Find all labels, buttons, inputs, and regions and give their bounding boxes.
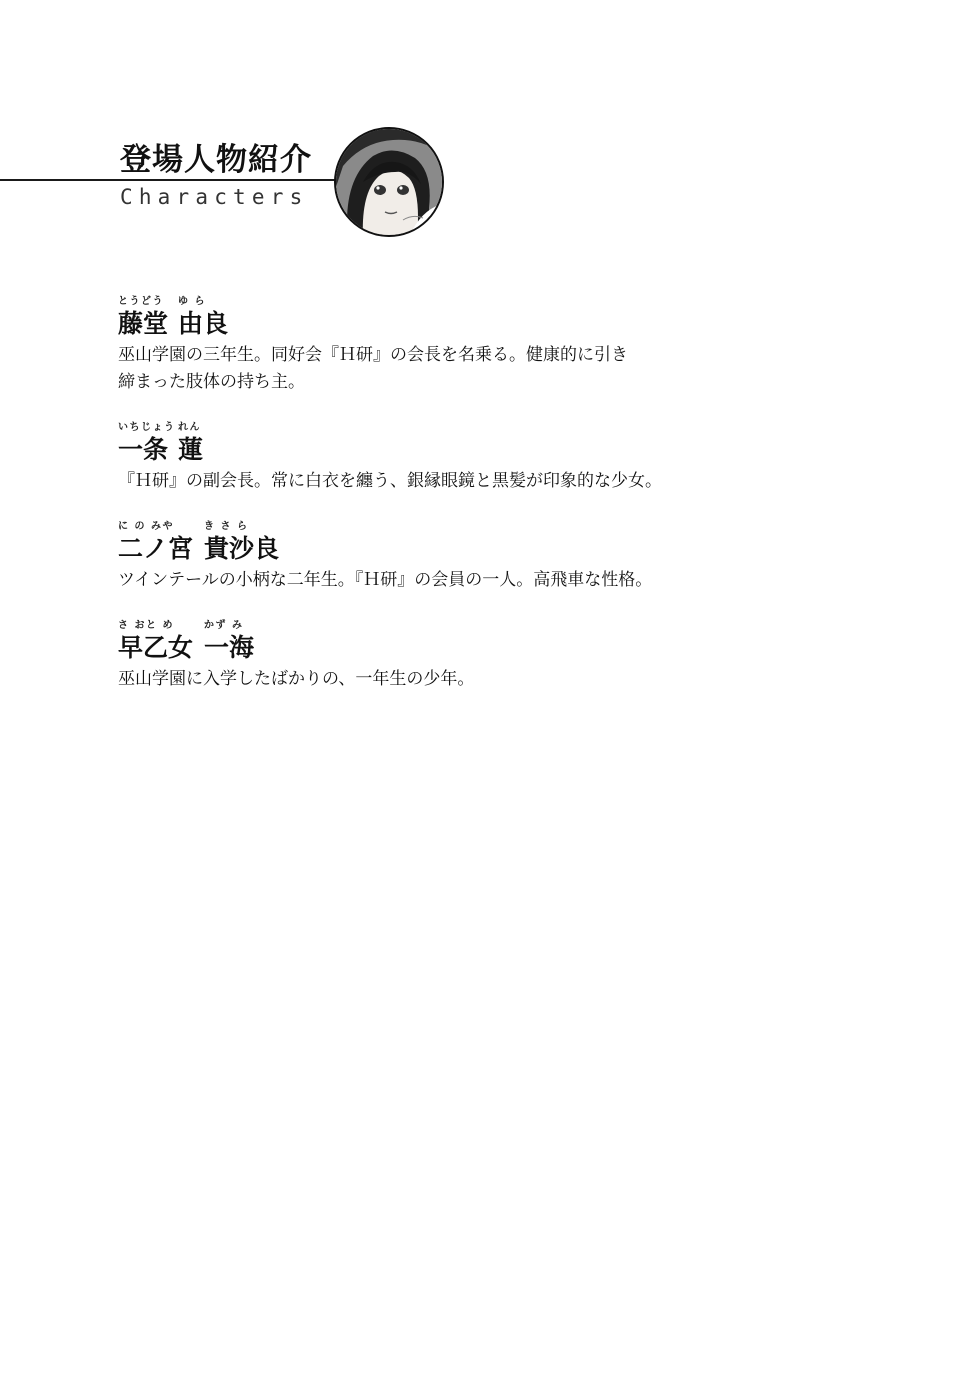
character-name xyxy=(118,296,738,342)
given-name: 貴沙良 xyxy=(204,534,280,563)
given-name-group xyxy=(204,521,279,565)
page-subtitle: Characters xyxy=(120,185,309,209)
character-entry xyxy=(118,620,738,693)
given-name-group xyxy=(204,620,254,664)
furigana: ゆ ら xyxy=(178,296,206,307)
furigana: とうどう xyxy=(118,296,164,307)
family-name-group xyxy=(118,521,193,565)
character-entry xyxy=(118,296,738,396)
family-name-group xyxy=(118,296,168,340)
character-list xyxy=(118,296,738,693)
character-portrait-icon xyxy=(333,126,445,238)
furigana: かず み xyxy=(204,620,244,631)
furigana: さ おと め xyxy=(118,620,174,631)
furigana: いちじょう xyxy=(118,422,176,433)
family-name: 二ノ宮 xyxy=(118,534,194,563)
character-name xyxy=(118,620,738,666)
character-name xyxy=(118,422,738,468)
header-rule xyxy=(0,179,345,181)
character-description: 巫山学園に入学したばかりの、一年生の少年。 xyxy=(118,669,475,689)
given-name-group xyxy=(178,296,228,340)
character-description: ツインテールの小柄な二年生。『Ｈ研』の会員の一人。高飛車な性格。 xyxy=(118,570,653,590)
character-description: 『Ｈ研』の副会長。常に白衣を纏う、銀縁眼鏡と黒髪が印象的な少女。 xyxy=(118,471,662,491)
family-name: 一条 xyxy=(118,435,169,464)
given-name: 由良 xyxy=(178,309,229,338)
furigana: れん xyxy=(178,422,201,433)
furigana: き さ ら xyxy=(204,521,249,532)
given-name: 蓮 xyxy=(178,435,204,464)
furigana: に の みや xyxy=(118,521,174,532)
character-entry xyxy=(118,422,738,495)
given-name-group xyxy=(178,422,203,466)
family-name-group xyxy=(118,620,193,664)
family-name: 藤堂 xyxy=(118,309,169,338)
character-name xyxy=(118,521,738,567)
family-name-group xyxy=(118,422,176,466)
given-name: 一海 xyxy=(204,633,255,662)
page-title: 登場人物紹介 xyxy=(120,142,312,178)
character-entry xyxy=(118,521,738,594)
character-description: 巫山学園の三年生。同好会『Ｈ研』の会長を名乗る。健康的に引き 締まった肢体の持ち主。 xyxy=(118,345,628,392)
family-name: 早乙女 xyxy=(118,633,194,662)
